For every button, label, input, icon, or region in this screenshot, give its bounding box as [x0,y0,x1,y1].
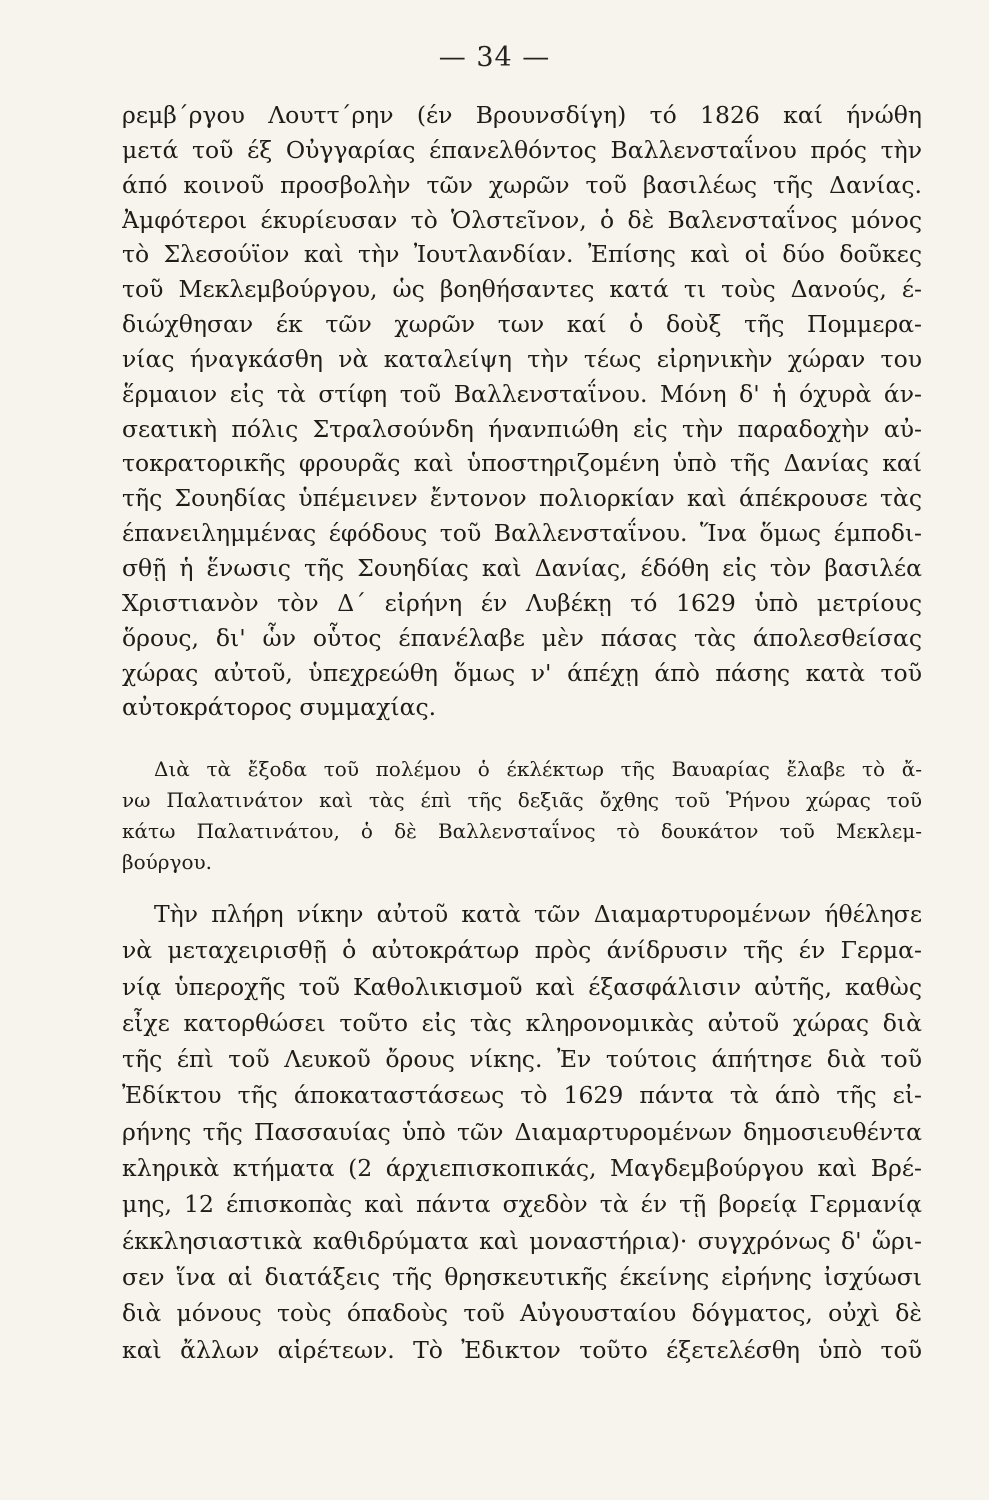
text-line: ρήνης τῆς Πασσαυίας ὑπὸ τῶν Διαμαρτυρομένων δημοσιευθέντα [122,1117,922,1146]
text-line: καὶ ἄλλων αἱρέτεων. Τὸ Ἐδικτον τοῦτο έξετελέσθη ὑπὸ τοῦ [122,1335,922,1364]
text-line: σεατικὴ πόλις Στραλσούνδη ήνανπιώθη εἰς τὴν παραδοχὴν αὐ- [122,414,922,443]
text-line: τοκρατορικῆς φρουρᾶς καὶ ὑποστηριζομένη ὑπὸ τῆς Δανίας καί [122,449,922,478]
text-line: κάτω Παλατινάτου, ὁ δὲ Βαλλενσταΐνος τὸ δουκάτον τοῦ Μεκλεμ- [122,819,922,843]
text-line: νὰ μεταχειρισθῇ ὁ αὐτοκράτωρ πρὸς άνίδρυσιν τῆς έν Γερμα- [122,936,922,965]
text-line: μετά τοῦ έξ Οὐγγαρίας έπανελθόντος Βαλλενσταΐνου πρός τὴν [122,135,922,164]
paragraph-1 [122,98,922,725]
text-line: βούργου. [122,850,213,874]
text-line: Τὴν πλήρη νίκην αὐτοῦ κατὰ τῶν Διαμαρτυρομένων ήθέλησε [154,900,922,928]
text-line: νίᾳ ὑπεροχῆς τοῦ Καθολικισμοῦ καὶ έξασφάλισιν αὐτῆς, καθὼς [122,972,922,1001]
text-line: έπανειλημμένας έφόδους τοῦ Βαλλενσταΐνου. Ἵνα ὅμως έμποδι- [122,519,922,548]
page-number: — 34 — [438,42,551,73]
text-line: ὅρους, δι' ὧν οὗτος έπανέλαβε μὲν πάσας τὰς άπολεσθείσας [122,623,922,652]
text-line: ρεμβ΄ργου Λουττ΄ρην (έν Βρουνσδίγη) τό 1826 καί ήνώθη [122,101,922,129]
text-line: διώχθησαν έκ τῶν χωρῶν των καί ὁ δοὺξ τῆς Πομμερα- [122,310,922,339]
text-line: τὸ Σλεσούϊον καὶ τὴν Ἰουτλανδίαν. Ἐπίσης καὶ οἱ δύο δοῦκες [122,240,922,269]
text-line: Χριστιανὸν τὸν Δ΄ εἰρήνη έν Λυβέκῃ τό 1629 ὑπὸ μετρίους [122,588,922,617]
text-line: αὐτοκράτορος συμμαχίας. [122,693,437,722]
text-line: ἕρμαιον εἰς τὰ στίφη τοῦ Βαλλενσταΐνου. Μόνη δ' ἡ όχυρὰ άν- [122,379,922,408]
paragraph-2 [122,754,922,878]
text-line: άπό κοινοῦ προσβολὴν τῶν χωρῶν τοῦ βασιλέως τῆς Δανίας. [122,170,922,199]
text-line: νίας ήναγκάσθη νὰ καταλείψη τὴν τέως εἰρηνικὴν χώραν του [122,344,922,373]
text-line: εἶχε κατορθώσει τοῦτο εἰς τὰς κληρονομικὰς αὐτοῦ χώρας διὰ [122,1008,922,1037]
text-line: σεν ἵνα αἱ διατάξεις τῆς θρησκευτικῆς έκείνης εἰρήνης ἰσχύωσι [122,1262,922,1291]
text-line: νω Παλατινάτον καὶ τὰς έπὶ τῆς δεξιᾶς ὄχθης τοῦ Ῥήνου χώρας τοῦ [122,788,922,812]
paragraph-3 [122,896,922,1368]
text-line: έκκλησιαστικὰ καθιδρύματα καὶ μοναστήρια)· συγχρόνως δ' ὥρι- [122,1226,922,1255]
text-line: χώρας αὐτοῦ, ὑπεχρεώθη ὅμως ν' άπέχῃ άπὸ πάσης κατὰ τοῦ [122,658,922,687]
text-line: κληρικὰ κτήματα (2 άρχιεπισκοπικάς, Μαγδεμβούργου καὶ Βρέ- [122,1154,922,1183]
text-line: μης, 12 έπισκοπὰς καὶ πάντα σχεδὸν τὰ έν τῇ βορείᾳ Γερμανίᾳ [122,1190,922,1219]
text-line: Ἐδίκτου τῆς άποκαταστάσεως τὸ 1629 πάντα τὰ άπὸ τῆς εἰ- [122,1081,922,1110]
text-line: σθῇ ἡ ἕνωσις τῆς Σουηδίας καὶ Δανίας, έδόθη εἰς τὸν βασιλέα [122,553,922,582]
text-line: τοῦ Μεκλεμβούργου, ὡς βοηθήσαντες κατά τι τοὺς Δανούς, έ- [122,275,922,304]
text-line: Διὰ τὰ ἔξοδα τοῦ πολέμου ὁ έκλέκτωρ τῆς Βαυαρίας ἔλαβε τὸ ἄ- [154,757,922,781]
text-line: τῆς Σουηδίας ὑπέμεινεν ἔντονον πολιορκίαν καὶ άπέκρουσε τὰς [122,484,922,513]
text-line: διὰ μόνους τοὺς όπαδοὺς τοῦ Αὐγουσταίου δόγματος, οὐχὶ δὲ [122,1299,922,1328]
text-line: τῆς έπὶ τοῦ Λευκοῦ ὄρους νίκης. Ἐν τούτοις άπήτησε διὰ τοῦ [122,1045,922,1074]
text-line: Ἀμφότεροι έκυρίευσαν τὸ Ὁλστεῖνον, ὁ δὲ Βαλενσταΐνος μόνος [122,205,922,234]
